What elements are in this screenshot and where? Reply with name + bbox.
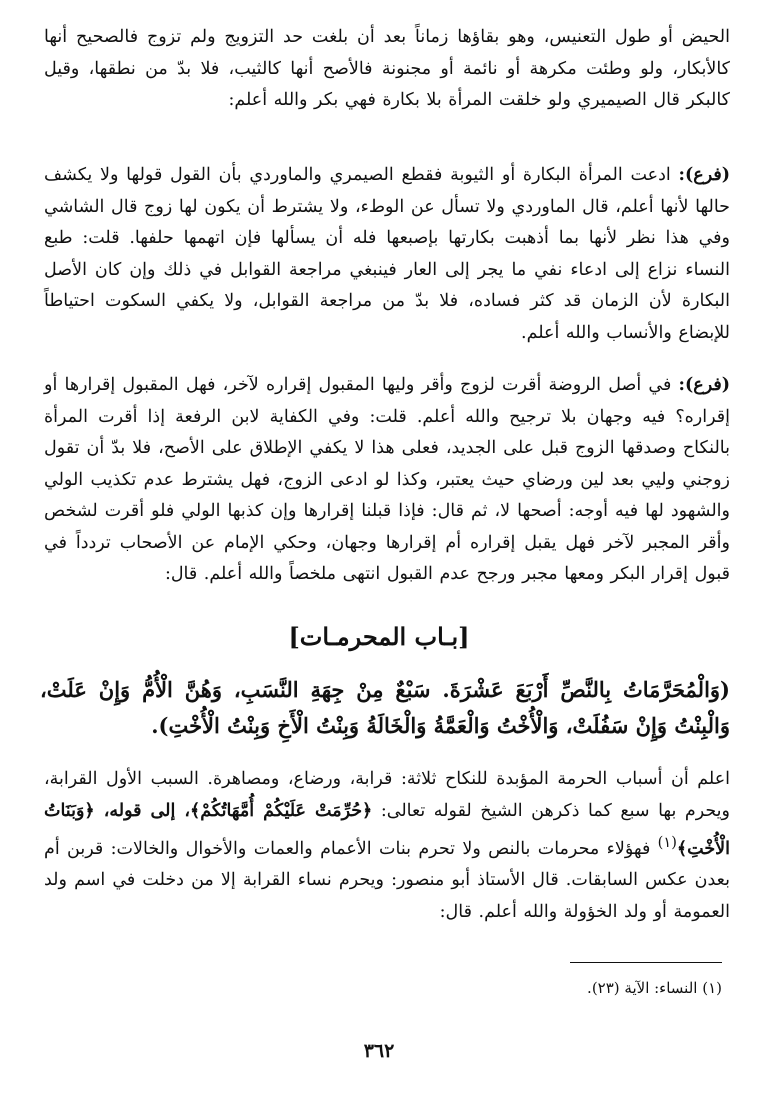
paragraph-2 <box>44 160 730 349</box>
paragraph-1 <box>44 22 730 117</box>
paragraph-3 <box>44 370 730 591</box>
paragraph-1-text: الحيض أو طول التعنيس، وهو بقاؤها زماناً بعد أن بلغت حد التزويج ولم تزوج فالصحيح أنها كالأبكار، ولو وطئت مكرهة أو نائمة أو مجنونة فالأصح أنها كالثيب، فلا بدّ من نطقها، وقيل كالبكر قال الصيميري ولو خلقت المرأة بلا بكارة فهي بكر والله أعلم: <box>44 27 730 110</box>
chapter-heading: [بـاب المحرمـات] <box>288 622 470 651</box>
page-number: ٣٦٢ <box>363 1040 395 1062</box>
quran-verse-2: ﴿وَبَنَاتُ الْأُخْتِ﴾ <box>44 800 730 859</box>
paragraph-3-lead: (فرع): <box>678 375 730 395</box>
footnote-marker: (١) <box>657 834 677 851</box>
paragraph-4-text-after: فهؤلاء محرمات بالنص ولا تحرم بنات الأعمام والعمات والأخوال والخالات: قربن أم بعدن عكس السابقات. قال الأستاذ أبو منصور: ويحرم نساء القرابة إلا من دخلت في اسم ولد العمومة أو ولد الخؤولة والله أعلم. قال: <box>44 838 730 922</box>
matn-text: (وَالْمُحَرَّمَاتُ بِالنَّصِّ أَرْبَعَ عَشْرَةَ. سَبْعٌ مِنْ جِهَةِ النَّسَبِ، وَهُنَّ الْأُمُّ وَإِنْ عَلَتْ، وَالْبِنْتُ وَإِنْ سَفُلَتْ، وَالْأُخْتُ وَالْعَمَّةُ وَالْخَالَةُ وَبِنْتُ الْأَخِ وَبِنْتُ الْأُخْتِ). <box>40 677 730 738</box>
paragraph-2-text: ادعت المرأة البكارة أو الثيوبة فقطع الصيمري والماوردي بأن القول قولها ولا يكشف حالها لأنها أعلم، قال الماوردي ولا تسأل عن الوطء، ولا يشترط أن يكون لها زوج قال الشاشي وفي هذا نظر لأنها بما أذهبت بكارتها بإصبعها فله أن يسألها فإن اتهمها حلفها. قلت: طبع النساء نزاع إلى ادعاء نفي ما يجر إلى العار فينبغي مراجعة القوابل في ذلك وإن كان الأصل البكارة لأن الزمان قد كثر فساده، فلا بدّ من مراجعة القوابل، ولا يكفي السكوت احتياطاً للإبضاع والأنساب والله أعلم. <box>44 165 730 343</box>
paragraph-2-lead: (فرع): <box>678 165 730 185</box>
paragraph-4 <box>44 764 730 928</box>
footnote: (١) النساء: الآية (٢٣). <box>587 979 722 997</box>
footnote-divider <box>570 962 722 963</box>
paragraph-3-text: في أصل الروضة أقرت لزوج وأقر وليها المقبول إقراره لآخر، فهل المقبول إقرارها أو إقراره؟ فيه وجهان بلا ترجيح والله أعلم. قلت: وفي الكفاية لابن الرفعة إذا أقرت المرأة بالنكاح وصدقها الزوج قبل على الجديد، فعلى هذا لا يكفي الإطلاق على الأصح، فلا بدّ أن تقول زوجني وليي بعد لين ورضاي حيث يعتبر، وكذا لو ادعى الزوج، فهل يشترط عدم تكذيب الولي والشهود لها فيه أوجه: أصحها لا، ثم قال: فإذا قبلنا إقرارها وإن كذبها الولي فلو أقرت لشخص وأقر المجبر لآخر فهل يقبل إقراره أم إقرارها وجهان، وحكي الإمام عن الأصحاب تردداً في قبول إقرار البكر ومعها مجبر ورجح عدم القبول انتهى ملخصاً والله أعلم. قال: <box>44 375 730 584</box>
quran-verse-1: ﴿حُرِّمَتْ عَلَيْكُمْ أُمَّهَاتُكُمْ﴾ <box>190 800 373 821</box>
paragraph-4-connector: ، إلى قوله، <box>94 800 191 821</box>
paragraph-4-text-before: اعلم أن أسباب الحرمة المؤبدة للنكاح ثلاثة: قرابة، ورضاع، ومصاهرة. السبب الأول القرابة، ويحرم بها سبع كما ذكرهن الشيخ لقوله تعالى: <box>44 769 730 821</box>
